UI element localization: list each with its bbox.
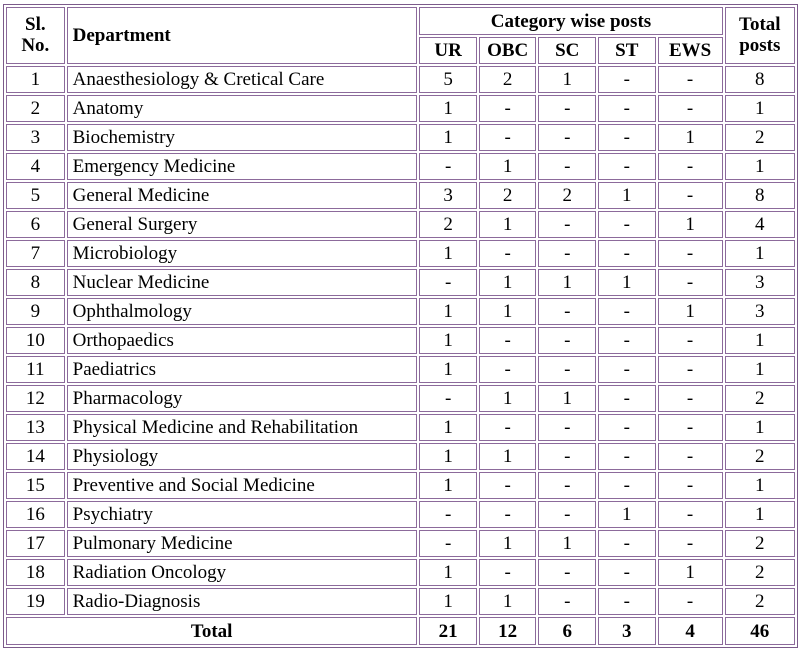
category-group-header: Category wise posts — [419, 7, 722, 35]
st-cell: - — [598, 559, 656, 586]
row-total-cell: 1 — [725, 95, 795, 122]
table-row — [6, 66, 795, 93]
st-cell: - — [598, 385, 656, 412]
sc-cell: - — [538, 298, 596, 325]
table-row — [6, 240, 795, 267]
st-cell: - — [598, 588, 656, 615]
ews-cell: - — [658, 472, 723, 499]
sl-no-header-line1: Sl. — [25, 13, 46, 35]
ur-cell: 1 — [419, 588, 477, 615]
row-total-cell: 2 — [725, 443, 795, 470]
ews-cell: - — [658, 240, 723, 267]
row-total-cell: 1 — [725, 153, 795, 180]
category-header-ur: UR — [419, 37, 477, 64]
sc-cell: - — [538, 153, 596, 180]
total-posts-header-line2: posts — [739, 34, 781, 56]
table-row — [6, 472, 795, 499]
sl-no-cell: 14 — [6, 443, 65, 470]
ur-cell: 1 — [419, 443, 477, 470]
st-cell: - — [598, 356, 656, 383]
ur-cell: - — [419, 385, 477, 412]
total-row — [6, 617, 795, 645]
row-total-cell: 2 — [725, 124, 795, 151]
st-cell: - — [598, 124, 656, 151]
sc-cell: 1 — [538, 269, 596, 296]
table-row — [6, 182, 795, 209]
ur-cell: 3 — [419, 182, 477, 209]
ur-cell: 2 — [419, 211, 477, 238]
sc-cell: - — [538, 443, 596, 470]
table-row — [6, 588, 795, 615]
row-total-cell: 1 — [725, 472, 795, 499]
sl-no-cell: 3 — [6, 124, 65, 151]
st-cell: - — [598, 327, 656, 354]
ur-cell: 5 — [419, 66, 477, 93]
department-cell: Preventive and Social Medicine — [67, 472, 418, 499]
ews-cell: - — [658, 66, 723, 93]
obc-cell: - — [479, 327, 537, 354]
ur-cell: 1 — [419, 327, 477, 354]
table-row — [6, 385, 795, 412]
obc-cell: 2 — [479, 182, 537, 209]
ews-cell: - — [658, 356, 723, 383]
st-cell: 1 — [598, 501, 656, 528]
sl-no-cell: 7 — [6, 240, 65, 267]
ews-cell: - — [658, 501, 723, 528]
obc-cell: - — [479, 501, 537, 528]
total-label: Total — [6, 617, 417, 645]
department-cell: General Surgery — [67, 211, 418, 238]
sl-no-cell: 16 — [6, 501, 65, 528]
department-cell: Physical Medicine and Rehabilitation — [67, 414, 418, 441]
ews-cell: - — [658, 153, 723, 180]
department-cell: Psychiatry — [67, 501, 418, 528]
ur-cell: 1 — [419, 356, 477, 383]
department-cell: Pulmonary Medicine — [67, 530, 418, 557]
table-row — [6, 153, 795, 180]
sl-no-cell: 11 — [6, 356, 65, 383]
table-row — [6, 356, 795, 383]
total-obc: 12 — [479, 617, 537, 645]
st-cell: - — [598, 153, 656, 180]
row-total-cell: 1 — [725, 501, 795, 528]
obc-cell: 1 — [479, 530, 537, 557]
sl-no-cell: 5 — [6, 182, 65, 209]
sc-cell: - — [538, 588, 596, 615]
department-cell: Anatomy — [67, 95, 418, 122]
row-total-cell: 2 — [725, 530, 795, 557]
department-cell: General Medicine — [67, 182, 418, 209]
grand-total: 46 — [725, 617, 795, 645]
ur-cell: - — [419, 530, 477, 557]
obc-cell: - — [479, 356, 537, 383]
total-sc: 6 — [538, 617, 596, 645]
ews-cell: - — [658, 530, 723, 557]
sc-cell: - — [538, 327, 596, 354]
category-header-ews: EWS — [658, 37, 723, 64]
ews-cell: - — [658, 327, 723, 354]
st-cell: - — [598, 443, 656, 470]
sc-cell: 1 — [538, 385, 596, 412]
table-row — [6, 298, 795, 325]
row-total-cell: 1 — [725, 240, 795, 267]
total-ews: 4 — [658, 617, 723, 645]
table-row — [6, 443, 795, 470]
department-header: Department — [67, 7, 418, 64]
sc-cell: - — [538, 472, 596, 499]
sc-cell: 2 — [538, 182, 596, 209]
row-total-cell: 4 — [725, 211, 795, 238]
ews-cell: - — [658, 385, 723, 412]
department-cell: Physiology — [67, 443, 418, 470]
department-cell: Radiation Oncology — [67, 559, 418, 586]
sl-no-cell: 9 — [6, 298, 65, 325]
department-cell: Anaesthesiology & Cretical Care — [67, 66, 418, 93]
ur-cell: 1 — [419, 95, 477, 122]
category-header-sc: SC — [538, 37, 596, 64]
department-cell: Pharmacology — [67, 385, 418, 412]
obc-cell: - — [479, 414, 537, 441]
st-cell: - — [598, 66, 656, 93]
table-row — [6, 124, 795, 151]
sc-cell: - — [538, 240, 596, 267]
department-cell: Nuclear Medicine — [67, 269, 418, 296]
ews-cell: 1 — [658, 298, 723, 325]
header-row-1 — [6, 7, 795, 35]
sc-cell: - — [538, 95, 596, 122]
obc-cell: 1 — [479, 298, 537, 325]
obc-cell: 2 — [479, 66, 537, 93]
row-total-cell: 2 — [725, 588, 795, 615]
st-cell: - — [598, 298, 656, 325]
sl-no-cell: 4 — [6, 153, 65, 180]
category-header-st: ST — [598, 37, 656, 64]
sl-no-cell: 17 — [6, 530, 65, 557]
ur-cell: - — [419, 269, 477, 296]
ews-cell: - — [658, 588, 723, 615]
sl-no-cell: 12 — [6, 385, 65, 412]
obc-cell: - — [479, 95, 537, 122]
department-cell: Ophthalmology — [67, 298, 418, 325]
sl-no-cell: 6 — [6, 211, 65, 238]
st-cell: - — [598, 240, 656, 267]
sc-cell: - — [538, 501, 596, 528]
sl-no-header — [6, 7, 65, 64]
sl-no-header-line2: No. — [21, 34, 50, 56]
row-total-cell: 8 — [725, 66, 795, 93]
sl-no-cell: 2 — [6, 95, 65, 122]
table-body — [6, 66, 795, 615]
row-total-cell: 3 — [725, 298, 795, 325]
obc-cell: - — [479, 124, 537, 151]
table-row — [6, 559, 795, 586]
st-cell: - — [598, 530, 656, 557]
row-total-cell: 1 — [725, 414, 795, 441]
row-total-cell: 8 — [725, 182, 795, 209]
ews-cell: - — [658, 414, 723, 441]
sc-cell: 1 — [538, 530, 596, 557]
st-cell: - — [598, 211, 656, 238]
ews-cell: 1 — [658, 211, 723, 238]
st-cell: - — [598, 472, 656, 499]
department-cell: Radio-Diagnosis — [67, 588, 418, 615]
ur-cell: 1 — [419, 472, 477, 499]
st-cell: 1 — [598, 182, 656, 209]
ews-cell: - — [658, 95, 723, 122]
ur-cell: 1 — [419, 298, 477, 325]
row-total-cell: 2 — [725, 559, 795, 586]
total-ur: 21 — [419, 617, 477, 645]
sc-cell: - — [538, 559, 596, 586]
total-st: 3 — [598, 617, 656, 645]
sc-cell: - — [538, 414, 596, 441]
table-row — [6, 269, 795, 296]
obc-cell: 1 — [479, 443, 537, 470]
ur-cell: 1 — [419, 414, 477, 441]
table-row — [6, 95, 795, 122]
st-cell: - — [598, 414, 656, 441]
obc-cell: - — [479, 472, 537, 499]
obc-cell: 1 — [479, 385, 537, 412]
obc-cell: 1 — [479, 211, 537, 238]
table-row — [6, 501, 795, 528]
total-posts-header — [725, 7, 795, 64]
posts-table-container — [3, 4, 798, 648]
ews-cell: 1 — [658, 124, 723, 151]
obc-cell: - — [479, 559, 537, 586]
sl-no-cell: 8 — [6, 269, 65, 296]
st-cell: 1 — [598, 269, 656, 296]
sc-cell: - — [538, 211, 596, 238]
sl-no-cell: 1 — [6, 66, 65, 93]
ur-cell: - — [419, 501, 477, 528]
sl-no-cell: 18 — [6, 559, 65, 586]
sl-no-cell: 13 — [6, 414, 65, 441]
category-header-obc: OBC — [479, 37, 537, 64]
row-total-cell: 2 — [725, 385, 795, 412]
department-cell: Microbiology — [67, 240, 418, 267]
obc-cell: - — [479, 240, 537, 267]
sl-no-cell: 10 — [6, 327, 65, 354]
table-row — [6, 211, 795, 238]
ews-cell: 1 — [658, 559, 723, 586]
ur-cell: 1 — [419, 559, 477, 586]
obc-cell: 1 — [479, 269, 537, 296]
obc-cell: 1 — [479, 588, 537, 615]
row-total-cell: 1 — [725, 356, 795, 383]
category-posts-table — [3, 4, 798, 648]
table-row — [6, 414, 795, 441]
obc-cell: 1 — [479, 153, 537, 180]
department-cell: Paediatrics — [67, 356, 418, 383]
ur-cell: 1 — [419, 124, 477, 151]
department-cell: Emergency Medicine — [67, 153, 418, 180]
st-cell: - — [598, 95, 656, 122]
table-row — [6, 327, 795, 354]
ur-cell: - — [419, 153, 477, 180]
ews-cell: - — [658, 182, 723, 209]
sc-cell: - — [538, 124, 596, 151]
row-total-cell: 3 — [725, 269, 795, 296]
ews-cell: - — [658, 443, 723, 470]
ur-cell: 1 — [419, 240, 477, 267]
sl-no-cell: 19 — [6, 588, 65, 615]
row-total-cell: 1 — [725, 327, 795, 354]
total-posts-header-line1: Total — [739, 13, 781, 35]
department-cell: Orthopaedics — [67, 327, 418, 354]
ews-cell: - — [658, 269, 723, 296]
department-cell: Biochemistry — [67, 124, 418, 151]
sc-cell: 1 — [538, 66, 596, 93]
sc-cell: - — [538, 356, 596, 383]
sl-no-cell: 15 — [6, 472, 65, 499]
table-row — [6, 530, 795, 557]
